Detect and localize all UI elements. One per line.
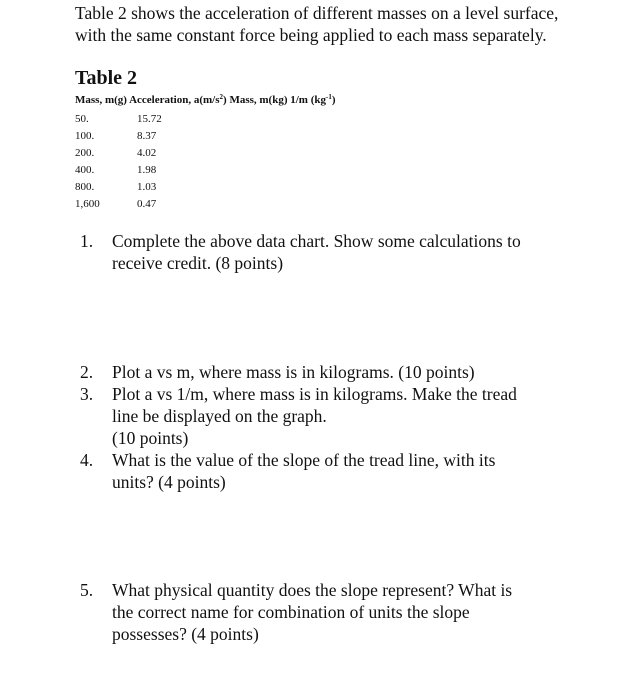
question-item	[80, 361, 570, 383]
question-number: 5.	[80, 580, 94, 600]
cell-mass: 50.	[75, 113, 89, 125]
questions-2-4	[80, 361, 570, 493]
question-item	[80, 579, 570, 645]
cell-mass: 200.	[75, 147, 95, 159]
question-number: 4.	[80, 450, 94, 470]
table-header-row	[75, 93, 336, 107]
cell-acceleration: 0.47	[137, 198, 157, 210]
question-line: receive credit. (8 points)	[112, 253, 284, 273]
question-5	[80, 579, 570, 645]
question-line: Complete the above data chart. Show some calculations to	[112, 231, 521, 251]
cell-acceleration: 1.98	[137, 164, 157, 176]
question-line: units? (4 points)	[112, 472, 226, 492]
cell-acceleration: 1.03	[137, 181, 157, 193]
cell-mass: 1,600	[75, 198, 100, 210]
question-1	[80, 230, 570, 274]
cell-mass: 100.	[75, 130, 95, 142]
header-inverse-mass: 1/m $(kg^{-1})$	[290, 93, 336, 106]
question-item	[80, 230, 570, 274]
header-acceleration: Acceleration, $a(m/s^2)$	[129, 93, 227, 106]
cell-acceleration: 15.72	[137, 113, 162, 125]
cell-acceleration: 8.37	[137, 130, 157, 142]
intro-paragraph: Table 2 shows the acceleration of different masses on a level surface, with the same constant force being applied to each mass separately.	[75, 3, 559, 45]
question-line: possesses? (4 points)	[112, 624, 259, 644]
cell-mass: 800.	[75, 181, 95, 193]
cell-mass: 400.	[75, 164, 95, 176]
question-number: 1.	[80, 231, 94, 251]
question-line: Plot a vs 1/m, where mass is in kilograms. Make the tread	[112, 384, 517, 404]
question-line: Plot a vs m, where mass is in kilograms. (10 points)	[112, 362, 475, 382]
header-mass-kg: Mass, m(kg)	[229, 94, 288, 106]
question-line: What physical quantity does the slope represent? What is	[112, 580, 513, 600]
question-number: 3.	[80, 384, 94, 404]
question-line: the correct name for combination of units the slope	[112, 602, 470, 622]
header-mass-g: Mass, m(g)	[75, 94, 127, 106]
question-item	[80, 449, 570, 493]
question-line: line be displayed on the graph.	[112, 406, 327, 426]
table-title: Table 2	[75, 67, 138, 89]
question-item	[80, 383, 570, 449]
question-number: 2.	[80, 362, 94, 382]
question-line: What is the value of the slope of the tread line, with its	[112, 450, 496, 470]
cell-acceleration: 4.02	[137, 147, 157, 159]
question-line: (10 points)	[112, 428, 189, 448]
